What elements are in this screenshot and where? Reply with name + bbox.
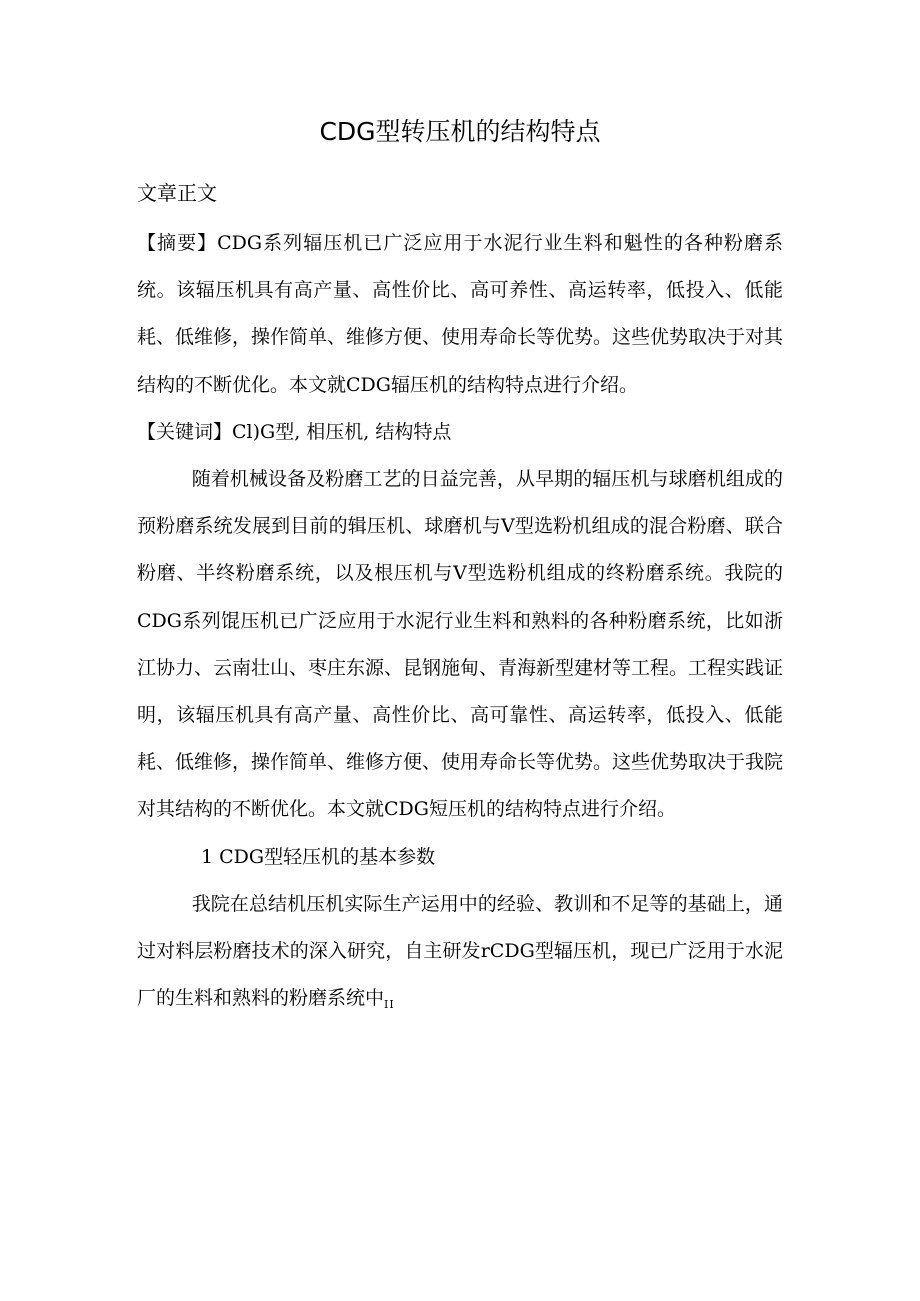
subsection-heading: 1 CDG型轻压机的基本参数 [201,845,436,868]
citation-mark: II [384,998,395,1012]
document-title: CDG型转压机的结构特点 [319,117,601,146]
keywords-paragraph: 【关键词】Cl)G型, 相压机, 结构特点 [137,420,452,443]
section-heading: 文章正文 [137,181,217,205]
intro-paragraph: 随着机械设备及粉磨工艺的日益完善，从早期的辐压机与球磨机组成的预粉磨系统发展到目前的辑压机、球磨机与V型选粉机组成的混合粉磨、联合粉磨、半终粉磨系统，以及根压机与V型选粉机组成的终粉磨系统。我院的CDG系列馄压机已广泛应用于水泥行业生料和熟料的各种粉磨系统，比如浙江协力、云南壮山、枣庄东源、昆钢施甸、青海新型建材等工程。工程实践证明，该辐压机具有高产量、高性价比、高可靠性、高运转率，低投入、低能耗、低维修，操作简单、维修方便、使用寿命长等优势。这些优势取决于我院对其结构的不断优化。本文就CDG短压机的结构特点进行介绍。 [137,468,784,821]
abstract-paragraph: 【摘要】CDG系列辐压机已广泛应用于水泥行业生料和魁性的各种粉磨系统。该辐压机具有高产量、高性价比、高可养性、高运转率，低投入、低能耗、低维修，操作简单、维修方便、使用寿命长等优势。这些优势取决于对其结构的不断优化。本文就CDG辐压机的结构特点进行介绍。 [137,232,784,396]
document-body [137,220,783,1028]
body-paragraph [137,881,783,1029]
body-paragraph-text: 我院在总结机压机实际生产运用中的经验、教训和不足等的基础上，通过对料层粉磨技术的深入研究，自主研发rCDG型辐压机，现已广泛用于水泥厂的生料和熟料的粉磨系统中 [137,892,783,1010]
